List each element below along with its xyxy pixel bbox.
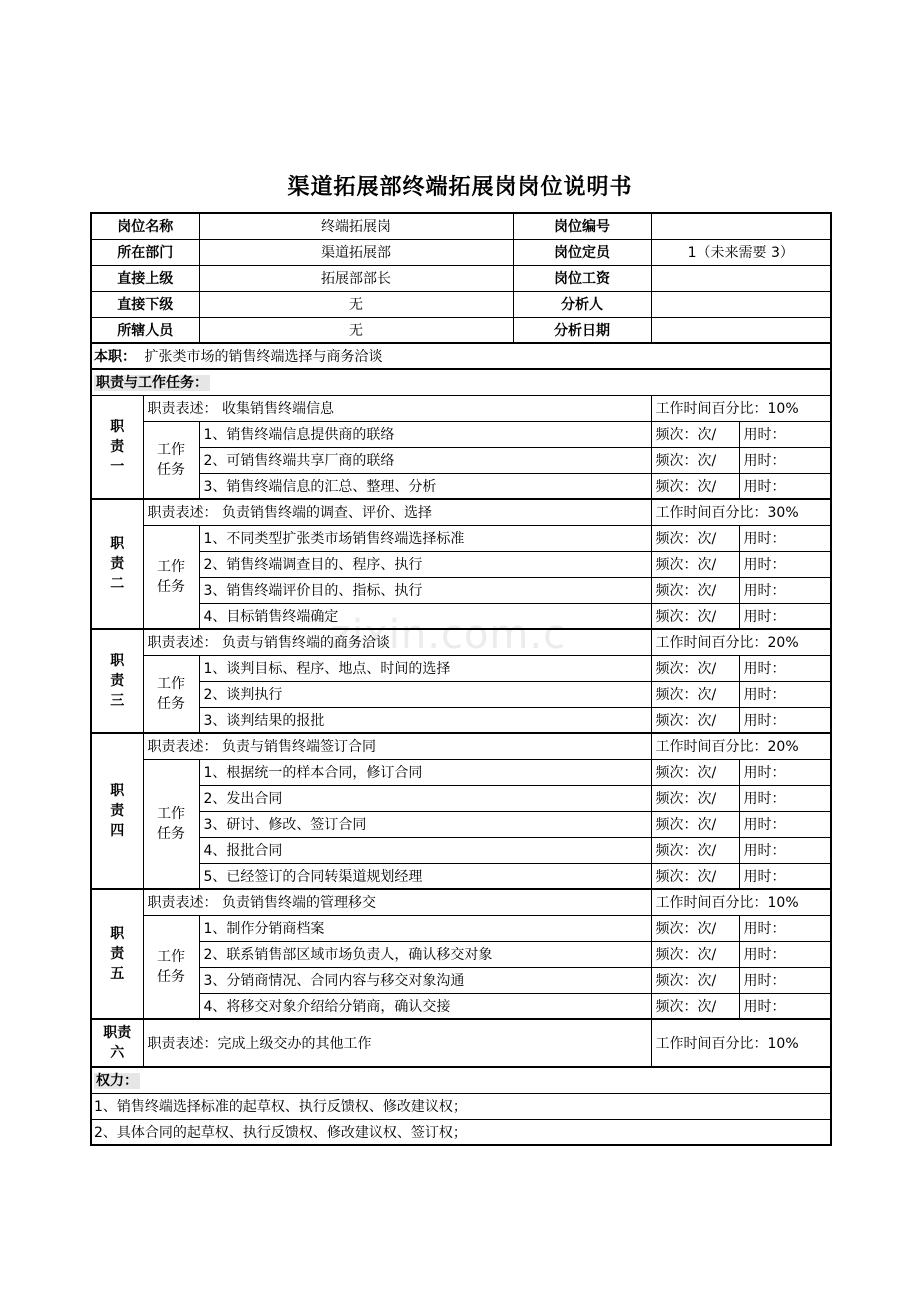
- task-row: [91, 525, 831, 551]
- duty-label-text: 职责一: [110, 418, 125, 475]
- task-time: 用时：: [739, 473, 831, 499]
- task-time: 用时：: [739, 993, 831, 1019]
- task-row: [91, 785, 831, 811]
- task-item: 4、报批合同: [199, 837, 651, 863]
- task-frequency: 频次：次/: [651, 447, 739, 473]
- task-label: [143, 525, 199, 629]
- duty-description: 职责表述： 负责销售终端的管理移交: [143, 889, 651, 915]
- task-frequency: 频次：次/: [651, 785, 739, 811]
- task-time: 用时：: [739, 421, 831, 447]
- task-item: 2、可销售终端共享厂商的联络: [199, 447, 651, 473]
- info-label: 岗位编号: [513, 213, 651, 239]
- task-frequency: 频次：次/: [651, 941, 739, 967]
- task-time: 用时：: [739, 759, 831, 785]
- power-header: [91, 1067, 831, 1093]
- info-row: [91, 239, 831, 265]
- task-frequency: 频次：次/: [651, 421, 739, 447]
- task-time: 用时：: [739, 811, 831, 837]
- info-label: 分析日期: [513, 317, 651, 343]
- task-row: [91, 447, 831, 473]
- task-row: [91, 941, 831, 967]
- info-label: 岗位工资: [513, 265, 651, 291]
- task-time: 用时：: [739, 525, 831, 551]
- info-row: [91, 213, 831, 239]
- task-item: 4、目标销售终端确定: [199, 603, 651, 629]
- task-time: 用时：: [739, 551, 831, 577]
- task-time: 用时：: [739, 863, 831, 889]
- task-item: 2、发出合同: [199, 785, 651, 811]
- duty-label-text: 职责四: [110, 783, 125, 839]
- task-item: 1、根据统一的样本合同，修订合同: [199, 759, 651, 785]
- info-value: 终端拓展岗: [199, 213, 513, 239]
- task-label: [143, 759, 199, 889]
- task-label: [143, 915, 199, 1019]
- duty-percent: 工作时间百分比：10%: [651, 1019, 831, 1067]
- task-item: 3、分销商情况、合同内容与移交对象沟通: [199, 967, 651, 993]
- task-row: [91, 551, 831, 577]
- task-label-text: 工作任务: [157, 441, 185, 478]
- task-item: 1、制作分销商档案: [199, 915, 651, 941]
- duty-description: 职责表述：完成上级交办的其他工作: [143, 1019, 651, 1067]
- task-item: 1、不同类型扩张类市场销售终端选择标准: [199, 525, 651, 551]
- duty-description: 职责表述： 负责与销售终端的商务洽谈: [143, 629, 651, 655]
- task-frequency: 频次：次/: [651, 655, 739, 681]
- task-frequency: 频次：次/: [651, 603, 739, 629]
- task-label-text: 工作任务: [157, 558, 185, 595]
- power-row: [91, 1093, 831, 1119]
- task-frequency: 频次：次/: [651, 993, 739, 1019]
- task-item: 4、将移交对象介绍给分销商，确认交接: [199, 993, 651, 1019]
- task-time: 用时：: [739, 967, 831, 993]
- task-label-text: 工作任务: [157, 675, 185, 712]
- duty-description: 职责表述： 收集销售终端信息: [143, 395, 651, 421]
- summary-cell: [91, 343, 831, 369]
- task-row: [91, 473, 831, 499]
- task-frequency: 频次：次/: [651, 707, 739, 733]
- task-row: [91, 577, 831, 603]
- page-title: 渠道拓展部终端拓展岗岗位说明书: [287, 175, 633, 200]
- info-label: 直接下级: [91, 291, 199, 317]
- task-item: 1、谈判目标、程序、地点、时间的选择: [199, 655, 651, 681]
- task-row: [91, 603, 831, 629]
- task-time: 用时：: [739, 707, 831, 733]
- info-label: 分析人: [513, 291, 651, 317]
- task-item: 2、销售终端调查目的、程序、执行: [199, 551, 651, 577]
- task-item: 3、销售终端评价目的、指标、执行: [199, 577, 651, 603]
- power-header-text: 权力：: [96, 1073, 138, 1090]
- task-label-text: 工作任务: [157, 948, 185, 985]
- task-time: 用时：: [739, 785, 831, 811]
- task-time: 用时：: [739, 603, 831, 629]
- duty-label-text: 职责五: [110, 926, 125, 982]
- task-label: [143, 655, 199, 733]
- task-time: 用时：: [739, 577, 831, 603]
- info-value: [651, 291, 831, 317]
- duty-desc-row: [91, 395, 831, 421]
- info-value: 无: [199, 317, 513, 343]
- task-frequency: 频次：次/: [651, 915, 739, 941]
- duty-label: [91, 395, 143, 499]
- summary-row: [91, 343, 831, 369]
- summary-text: 扩张类市场的销售终端选择与商务洽谈: [144, 349, 383, 365]
- duty-percent: 工作时间百分比：20%: [651, 733, 831, 759]
- task-time: 用时：: [739, 941, 831, 967]
- task-frequency: 频次：次/: [651, 759, 739, 785]
- task-row: [91, 707, 831, 733]
- info-label: 所在部门: [91, 239, 199, 265]
- task-row: [91, 967, 831, 993]
- power-row: [91, 1119, 831, 1145]
- info-row: [91, 317, 831, 343]
- task-frequency: 频次：次/: [651, 525, 739, 551]
- power-item: 1、销售终端选择标准的起草权、执行反馈权、修改建议权；: [91, 1093, 831, 1119]
- job-description-table: [90, 212, 832, 1146]
- duty-label-text: 职责二: [110, 536, 125, 592]
- task-frequency: 频次：次/: [651, 811, 739, 837]
- duty-description: 职责表述： 负责与销售终端签订合同: [143, 733, 651, 759]
- task-item: 3、研讨、修改、签订合同: [199, 811, 651, 837]
- duty-label-text: 职责六: [103, 1025, 132, 1061]
- task-row: [91, 681, 831, 707]
- task-frequency: 频次：次/: [651, 837, 739, 863]
- task-row: [91, 915, 831, 941]
- task-item: 2、联系销售部区域市场负责人，确认移交对象: [199, 941, 651, 967]
- task-label: [143, 421, 199, 499]
- duty-desc-row: [91, 889, 831, 915]
- task-time: 用时：: [739, 681, 831, 707]
- task-time: 用时：: [739, 915, 831, 941]
- watermark: zixin.com.c: [330, 612, 567, 658]
- duties-header-row: [91, 369, 831, 395]
- duty-desc-row: [91, 629, 831, 655]
- duty-label: [91, 889, 143, 1019]
- duty-percent: 工作时间百分比：10%: [651, 889, 831, 915]
- task-row: [91, 837, 831, 863]
- task-frequency: 频次：次/: [651, 863, 739, 889]
- duty-percent: 工作时间百分比：20%: [651, 629, 831, 655]
- info-value: 拓展部部长: [199, 265, 513, 291]
- duties-header: [91, 369, 831, 395]
- job-description-document: [90, 212, 830, 1146]
- duty-label-text: 职责三: [110, 653, 125, 709]
- duty-desc-row: [91, 733, 831, 759]
- info-value: 渠道拓展部: [199, 239, 513, 265]
- task-item: 3、销售终端信息的汇总、整理、分析: [199, 473, 651, 499]
- duty-label: [91, 499, 143, 629]
- info-value: 无: [199, 291, 513, 317]
- duty-desc-row: [91, 499, 831, 525]
- task-time: 用时：: [739, 655, 831, 681]
- power-item: 2、具体合同的起草权、执行反馈权、修改建议权、签订权；: [91, 1119, 831, 1145]
- power-header-row: [91, 1067, 831, 1093]
- duties-header-text: 职责与工作任务：: [96, 375, 208, 392]
- duty-percent: 工作时间百分比：30%: [651, 499, 831, 525]
- duty-percent: 工作时间百分比：10%: [651, 395, 831, 421]
- task-frequency: 频次：次/: [651, 967, 739, 993]
- duty-label: [91, 733, 143, 889]
- task-row: [91, 759, 831, 785]
- duty-label: [91, 1019, 143, 1067]
- summary-label: 本职：: [94, 349, 136, 365]
- task-frequency: 频次：次/: [651, 681, 739, 707]
- task-time: 用时：: [739, 447, 831, 473]
- task-frequency: 频次：次/: [651, 577, 739, 603]
- task-item: 2、谈判执行: [199, 681, 651, 707]
- info-value: 1（未来需要 3）: [651, 239, 831, 265]
- duty-description: 职责表述： 负责销售终端的调查、评价、选择: [143, 499, 651, 525]
- info-value: [651, 317, 831, 343]
- task-row: [91, 421, 831, 447]
- info-value: [651, 265, 831, 291]
- task-row: [91, 655, 831, 681]
- info-label: 岗位定员: [513, 239, 651, 265]
- info-label: 所辖人员: [91, 317, 199, 343]
- info-row: [91, 291, 831, 317]
- task-row: [91, 863, 831, 889]
- task-label-text: 工作任务: [157, 805, 185, 842]
- info-label: 直接上级: [91, 265, 199, 291]
- task-row: [91, 993, 831, 1019]
- task-item: 3、谈判结果的报批: [199, 707, 651, 733]
- info-label: 岗位名称: [91, 213, 199, 239]
- task-item: 1、销售终端信息提供商的联络: [199, 421, 651, 447]
- task-row: [91, 811, 831, 837]
- task-frequency: 频次：次/: [651, 551, 739, 577]
- task-item: 5、已经签订的合同转渠道规划经理: [199, 863, 651, 889]
- info-row: [91, 265, 831, 291]
- task-frequency: 频次：次/: [651, 473, 739, 499]
- task-time: 用时：: [739, 837, 831, 863]
- duty-label: [91, 629, 143, 733]
- info-value: [651, 213, 831, 239]
- duty-desc-row: [91, 1019, 831, 1067]
